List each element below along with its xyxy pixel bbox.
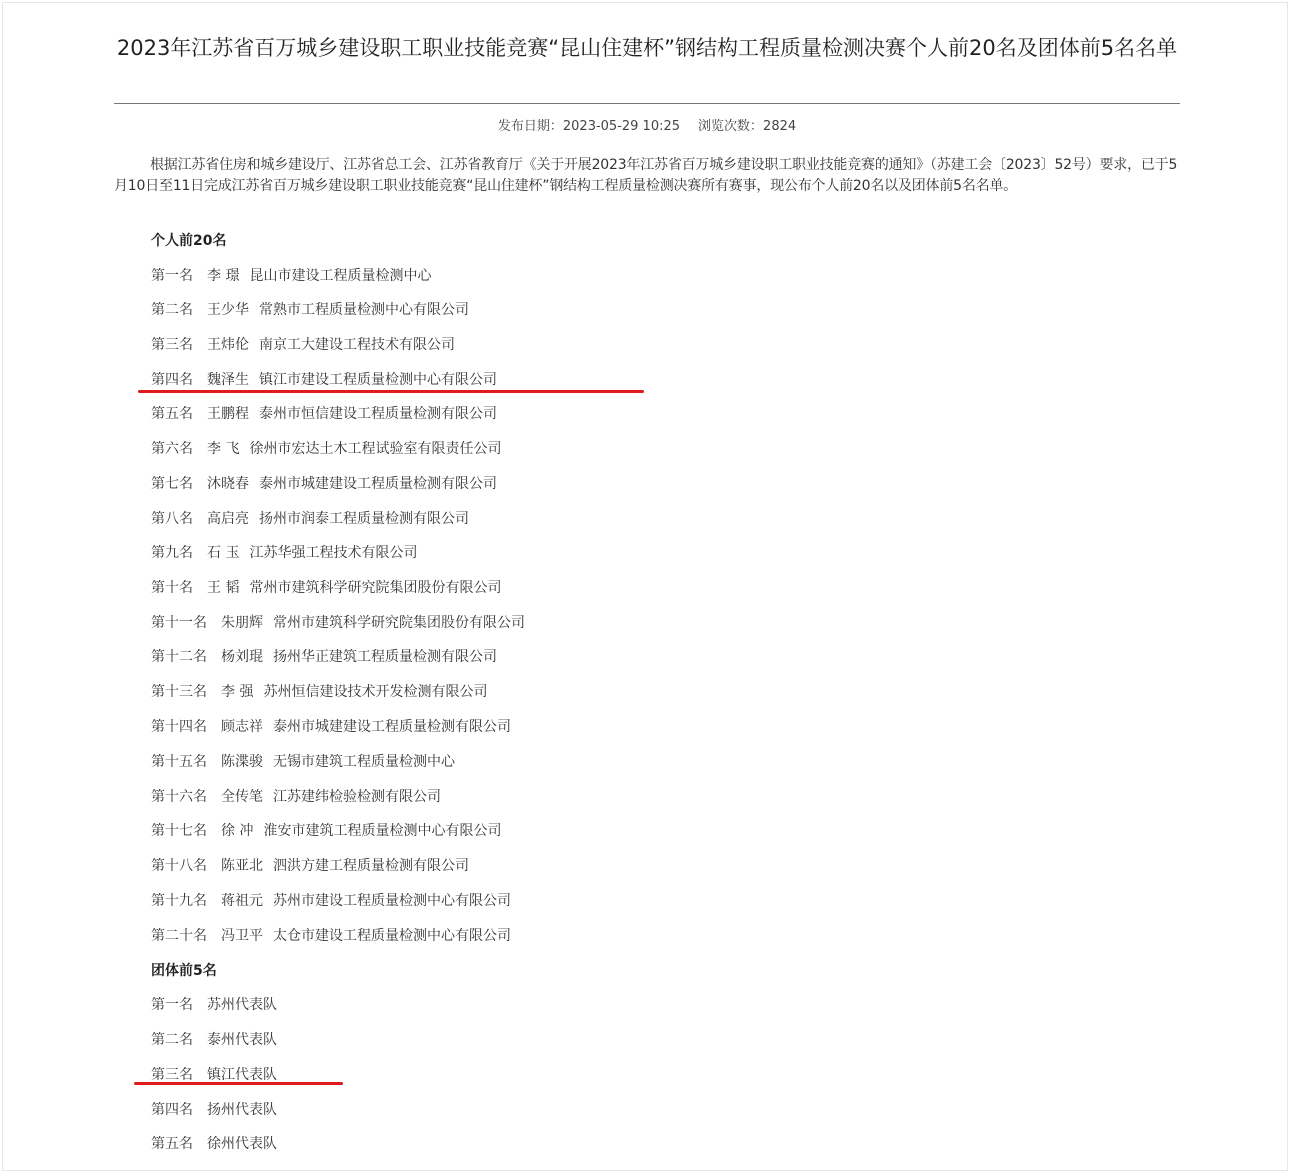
organization: 淮安市建筑工程质量检测中心有限公司 xyxy=(263,823,502,839)
team-row xyxy=(151,1134,277,1154)
rank-label: 第十二名 xyxy=(151,649,207,665)
individual-row xyxy=(151,266,431,286)
rank-label: 第三名 xyxy=(151,1067,193,1083)
rank-label: 第十一名 xyxy=(151,615,207,631)
individual-row xyxy=(151,404,497,424)
individual-row xyxy=(151,717,511,737)
organization: 无锡市建筑工程质量检测中心 xyxy=(273,754,455,770)
organization: 常熟市工程质量检测中心有限公司 xyxy=(259,302,469,318)
person-name: 王少华 xyxy=(207,302,249,318)
team-row xyxy=(151,995,277,1015)
title-divider xyxy=(114,103,1180,104)
team-row xyxy=(151,1100,277,1120)
rank-label: 第六名 xyxy=(151,441,193,457)
rank-label: 第十九名 xyxy=(151,893,207,909)
rank-label: 第二十名 xyxy=(151,928,207,944)
rank-label: 第八名 xyxy=(151,511,193,527)
rank-label: 第十三名 xyxy=(151,684,207,700)
person-name: 顾志祥 xyxy=(221,719,263,735)
individual-row xyxy=(151,300,469,320)
article-intro: 根据江苏省住房和城乡建设厅、江苏省总工会、江苏省教育厅《关于开展2023年江苏省百万城乡建设职工职业技能竞赛的通知》（苏建工会〔2023〕52号）要求，已于5月10日至11日完成江苏省百万城乡建设职工职业技能竞赛“昆山住建杯”钢结构工程质量检测决赛所有赛事，现公布个人前20名以及团体前5名名单。 xyxy=(114,157,1178,194)
person-name: 魏泽生 xyxy=(207,372,249,388)
individual-row xyxy=(151,856,469,876)
rank-label: 第二名 xyxy=(151,302,193,318)
person-name: 杨刘琨 xyxy=(221,649,263,665)
organization: 江苏建纬检验检测有限公司 xyxy=(273,789,441,805)
organization: 太仓市建设工程质量检测中心有限公司 xyxy=(273,928,511,944)
individual-row xyxy=(151,543,417,563)
team-row xyxy=(151,1030,277,1050)
organization: 昆山市建设工程质量检测中心 xyxy=(249,268,432,284)
person-name: 朱朋辉 xyxy=(221,615,263,631)
individual-row xyxy=(151,891,511,911)
person-name: 李 飞 xyxy=(207,441,240,457)
rank-label: 第五名 xyxy=(151,1136,193,1152)
team-name: 徐州代表队 xyxy=(207,1136,277,1152)
individual-row xyxy=(151,647,497,667)
person-name: 石 玉 xyxy=(207,545,240,561)
organization: 泰州市城建建设工程质量检测有限公司 xyxy=(273,719,511,735)
organization: 南京工大建设工程技术有限公司 xyxy=(259,337,455,353)
view-count-label: 浏览次数： xyxy=(698,119,764,134)
organization: 江苏华强工程技术有限公司 xyxy=(249,545,418,561)
article-meta xyxy=(114,118,1180,136)
organization: 常州市建筑科学研究院集团股份有限公司 xyxy=(249,580,502,596)
rank-label: 第十名 xyxy=(151,580,193,596)
person-name: 冯卫平 xyxy=(221,928,263,944)
rank-label: 第一名 xyxy=(151,997,193,1013)
organization: 扬州华正建筑工程质量检测有限公司 xyxy=(273,649,497,665)
rank-label: 第四名 xyxy=(151,372,193,388)
individual-row xyxy=(151,474,497,494)
red-highlight-underline xyxy=(138,390,644,393)
individual-row xyxy=(151,613,525,633)
rank-label: 第二名 xyxy=(151,1032,193,1048)
rank-label: 第十六名 xyxy=(151,789,207,805)
rank-label: 第十八名 xyxy=(151,858,207,874)
individual-row xyxy=(151,682,487,702)
organization: 镇江市建设工程质量检测中心有限公司 xyxy=(259,372,497,388)
individual-row xyxy=(151,578,501,598)
view-count: 2824 xyxy=(763,119,797,134)
individual-row xyxy=(151,335,455,355)
team-name: 镇江代表队 xyxy=(207,1067,277,1083)
person-name: 高启亮 xyxy=(207,511,249,527)
organization: 泰州市恒信建设工程质量检测有限公司 xyxy=(259,406,497,422)
person-name: 陈渫骏 xyxy=(221,754,263,770)
person-name: 徐 冲 xyxy=(221,823,254,839)
person-name: 陈亚北 xyxy=(221,858,263,874)
person-name: 沐晓春 xyxy=(207,476,249,492)
publish-date: 2023-05-29 10:25 xyxy=(562,119,681,134)
rank-label: 第七名 xyxy=(151,476,193,492)
red-highlight-underline xyxy=(134,1082,343,1085)
person-name: 王鹏程 xyxy=(207,406,249,422)
individual-row xyxy=(151,439,501,459)
organization: 泗洪方建工程质量检测有限公司 xyxy=(273,858,469,874)
organization: 徐州市宏达土木工程试验室有限责任公司 xyxy=(249,441,502,457)
person-name: 王 韬 xyxy=(207,580,240,596)
rank-label: 第五名 xyxy=(151,406,193,422)
team-name: 泰州代表队 xyxy=(207,1032,277,1048)
article-title: 2023年江苏省百万城乡建设职工职业技能竞赛“昆山住建杯”钢结构工程质量检测决赛个人前20名及团体前5名名单 xyxy=(116,36,1178,60)
rank-label: 第十四名 xyxy=(151,719,207,735)
team-name: 苏州代表队 xyxy=(207,997,277,1013)
person-name: 蒋祖元 xyxy=(221,893,263,909)
organization: 扬州市润泰工程质量检测有限公司 xyxy=(259,511,469,527)
person-name: 全传笔 xyxy=(221,789,263,805)
publish-date-label: 发布日期： xyxy=(497,119,563,134)
individual-row-highlighted xyxy=(151,370,497,390)
organization: 苏州市建设工程质量检测中心有限公司 xyxy=(273,893,511,909)
rank-label: 第九名 xyxy=(151,545,193,561)
organization: 泰州市城建建设工程质量检测有限公司 xyxy=(259,476,497,492)
rank-label: 第三名 xyxy=(151,337,193,353)
rank-label: 第十七名 xyxy=(151,823,207,839)
person-name: 王炜伦 xyxy=(207,337,249,353)
rank-label: 第十五名 xyxy=(151,754,207,770)
individual-row xyxy=(151,926,511,946)
team-heading: 团体前5名 xyxy=(151,963,217,979)
rank-label: 第一名 xyxy=(151,268,193,284)
organization: 苏州恒信建设技术开发检测有限公司 xyxy=(263,684,488,700)
individual-row xyxy=(151,787,441,807)
individual-row xyxy=(151,752,455,772)
individual-heading: 个人前20名 xyxy=(151,233,227,249)
rank-label: 第四名 xyxy=(151,1102,193,1118)
individual-row xyxy=(151,509,469,529)
person-name: 李 强 xyxy=(221,684,254,700)
individual-row xyxy=(151,821,501,841)
person-name: 李 璟 xyxy=(207,268,240,284)
team-name: 扬州代表队 xyxy=(207,1102,277,1118)
organization: 常州市建筑科学研究院集团股份有限公司 xyxy=(273,615,525,631)
